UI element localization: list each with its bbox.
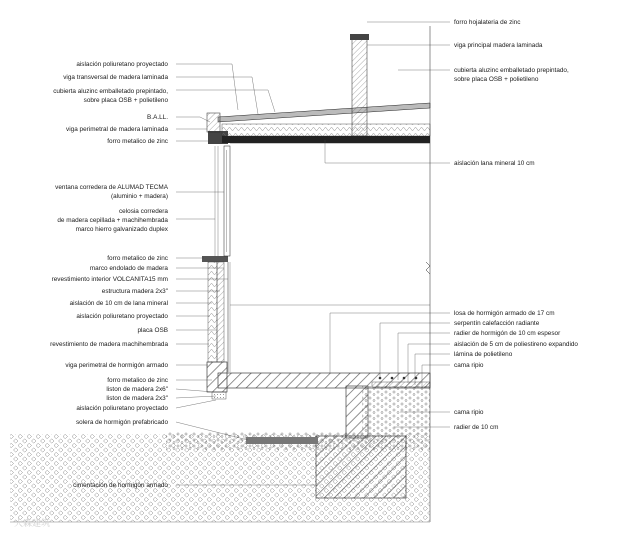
callout-label: ventana corredera de ALUMAD TECMA bbox=[55, 184, 168, 191]
callout-label: revestimiento de madera machihembrada bbox=[50, 341, 168, 348]
callout-label: viga principal madera laminada bbox=[454, 42, 543, 49]
callout-label: liston de madera 2x3" bbox=[106, 395, 168, 402]
callout-label: radier de hormigón de 10 cm espesor bbox=[454, 330, 561, 337]
callout-label: viga perimetral de madera laminada bbox=[66, 126, 168, 133]
callout-label: marco endolado de madera bbox=[89, 265, 168, 272]
callout-label: cubierta aluzinc emballetado prepintado, bbox=[454, 67, 569, 74]
window-frame bbox=[224, 146, 230, 256]
zinc-cap-flashing bbox=[350, 34, 369, 40]
callout-label: cama ripio bbox=[454, 409, 484, 416]
callout-label: sobre placa OSB + polietileno bbox=[454, 76, 539, 83]
callout-label: serpentín calefacción radiante bbox=[454, 320, 540, 327]
heating-pipe bbox=[403, 377, 406, 380]
foundation-wall bbox=[346, 386, 368, 438]
roof-section bbox=[207, 34, 430, 143]
roof-insulation bbox=[222, 124, 430, 136]
callout-label: forro metalico de zinc bbox=[107, 377, 168, 384]
callout-label: forro metalico de zinc bbox=[107, 255, 168, 262]
callout-label: placa OSB bbox=[137, 327, 168, 334]
leader bbox=[176, 64, 238, 110]
wood-battens bbox=[212, 392, 226, 399]
callout-label: marco hierro galvanizado duplex bbox=[75, 226, 168, 233]
wall-section bbox=[202, 131, 230, 372]
callout-label: liston de madera 2x6" bbox=[106, 386, 168, 393]
wall-studs bbox=[217, 262, 224, 362]
callout-label: de madera cepillada + machihembrada bbox=[57, 217, 168, 224]
callout-label: aislación de 10 cm de lana mineral bbox=[69, 300, 168, 307]
callout-label: celosia corredera bbox=[118, 208, 168, 215]
slab-insulation bbox=[372, 382, 430, 387]
leader bbox=[176, 77, 258, 114]
callout-label: forro hojalateria de zinc bbox=[454, 19, 521, 26]
roof-cladding bbox=[218, 103, 430, 122]
break-symbol bbox=[426, 262, 430, 274]
callout-label: cimentación de hormigón armado bbox=[73, 482, 168, 489]
watermark: 大森建筑 bbox=[14, 518, 51, 528]
callout-label: losa de hormigón armado de 17 cm bbox=[454, 310, 555, 317]
callout-label: viga transversal de madera laminada bbox=[63, 74, 168, 81]
callout-label: B.A.LL. bbox=[147, 114, 168, 121]
leader bbox=[330, 313, 450, 373]
gravel-bed bbox=[362, 386, 430, 434]
callout-label: forro metalico de zinc bbox=[107, 138, 168, 145]
callout-label: lámina de polietileno bbox=[454, 351, 513, 358]
callout-label: viga perimetral de hormigón armado bbox=[65, 362, 168, 369]
perimeter-concrete-beam bbox=[207, 362, 227, 392]
callout-label: aislación de 5 cm de poliestireno expandido bbox=[454, 341, 578, 348]
leader-lines-right bbox=[325, 22, 450, 427]
perimeter-wood-beam bbox=[207, 113, 220, 132]
ground-area bbox=[10, 386, 430, 522]
callout-label: cubierta aluzinc emballetado prepintado, bbox=[53, 88, 168, 95]
roof-ceiling-beam bbox=[222, 136, 430, 143]
callout-label: solera de hormigón prefabricado bbox=[75, 419, 168, 426]
heating-pipe bbox=[391, 377, 394, 380]
leader bbox=[176, 400, 216, 408]
callout-label: aislación poliuretano proyectado bbox=[76, 313, 168, 320]
leader bbox=[176, 90, 275, 112]
precast-sill bbox=[246, 437, 318, 444]
callout-label: (aluminio + madera) bbox=[110, 193, 168, 200]
callout-label: estructura madera 2x3" bbox=[101, 288, 168, 295]
callout-label: aislación poliuretano proyectado bbox=[76, 61, 168, 68]
callout-label: radier de 10 cm bbox=[454, 424, 499, 431]
leader bbox=[176, 117, 210, 122]
callout-label: sobre placa OSB + polietileno bbox=[83, 97, 168, 104]
main-laminated-beam bbox=[352, 38, 367, 136]
labels-right bbox=[454, 19, 578, 431]
zinc-flashing-sill bbox=[202, 256, 228, 262]
callout-label: revestimiento interior VOLCANITA15 mm bbox=[51, 276, 168, 283]
labels-left bbox=[50, 61, 169, 489]
callout-label: aislación lana mineral 10 cm bbox=[454, 160, 535, 167]
foundation-footing bbox=[316, 436, 406, 498]
leader bbox=[325, 140, 450, 163]
wall-insulation bbox=[208, 262, 217, 362]
leader bbox=[176, 396, 216, 398]
callout-label: aislación poliuretano proyectado bbox=[76, 405, 168, 412]
callout-label: cama ripio bbox=[454, 362, 484, 369]
